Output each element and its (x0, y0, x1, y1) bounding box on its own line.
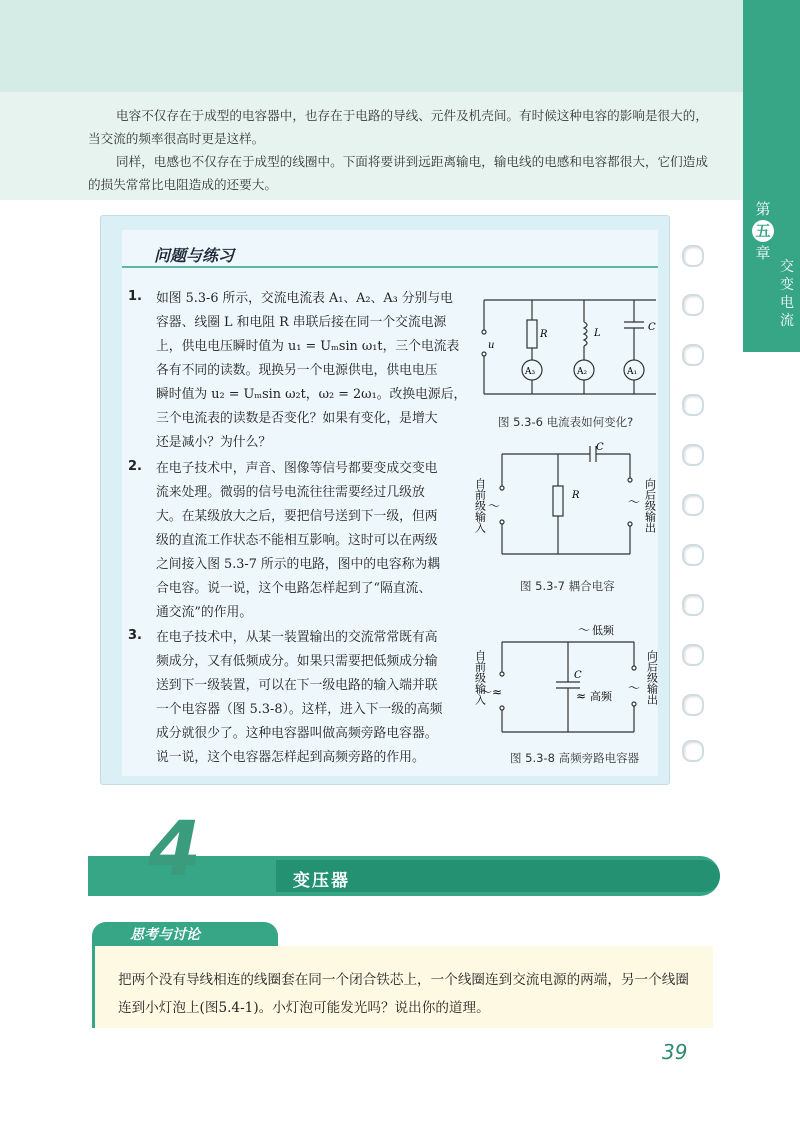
label-r: R (572, 490, 580, 501)
intro-paragraph-2 (88, 150, 728, 196)
ammeter-a1: A₁ (627, 367, 638, 377)
binder-ring (682, 594, 704, 616)
low-wave: ～ (578, 623, 591, 637)
question-3-number: 3. (128, 628, 142, 643)
binder-ring (682, 644, 704, 666)
lesson-title: 变压器 (293, 871, 350, 891)
binder-ring (682, 494, 704, 516)
chapter-title-char: 变 (780, 277, 794, 293)
question-line: 合电容。说一说，这个电路怎样起到了“隔直流、 (156, 581, 432, 596)
discussion-label: 思考与讨论 (130, 927, 200, 943)
figure-5-3-6-caption: 图 5.3-6 电流表如何变化? (498, 415, 634, 429)
chapter-di: 第 (755, 200, 771, 218)
question-line: 送到下一级装置，可以在下一级电路的输入端并联 (156, 678, 438, 693)
question-2-number: 2. (128, 459, 142, 474)
high-label: 高频 (590, 690, 612, 703)
question-line: 瞬时值为 u₂ = Uₘsin ω₂t，ω₂ = 2ω₁。改换电源后， (156, 387, 467, 402)
input-label: 自前级输入 (473, 478, 487, 533)
chapter-title-char: 交 (780, 259, 794, 275)
label-u: u (488, 340, 495, 351)
question-1-text (156, 287, 476, 455)
question-line: 上，供电电压瞬时值为 u₁ = Uₘsin ω₁t，三个电流表 (156, 339, 460, 354)
question-line: 在电子技术中，声音、图像等信号都要变成交变电 (156, 461, 438, 476)
question-2-text (156, 457, 476, 625)
chapter-title-char: 电 (780, 295, 794, 311)
label-c: C (596, 442, 604, 453)
para-line: 电容不仅存在于成型的电容器中，也存在于电路的导线、元件及机壳间。有时候这种电容的影响是很大的， (116, 108, 708, 123)
question-line: 成分就很少了。这种电容器叫做高频旁路电容器。 (156, 726, 438, 741)
figure-5-3-7-caption: 图 5.3-7 耦合电容 (520, 579, 615, 593)
ammeter-a3: A₃ (525, 367, 536, 377)
wave-in: ～ (488, 499, 501, 513)
binder-ring (682, 245, 704, 267)
question-line: 说一说，这个电容器怎样起到高频旁路的作用。 (156, 750, 425, 765)
mixed-wave: ～≈ (480, 685, 503, 699)
question-3-text (156, 626, 476, 770)
binder-ring (682, 544, 704, 566)
output-label: 向后级输出 (643, 478, 657, 533)
question-line: 频成分，又有低频成分。如果只需要把低频成分输 (156, 654, 438, 669)
question-line: 一个电容器（图 5.3-8）。这样，进入下一级的高频 (156, 702, 443, 717)
para-line: 当交流的频率很高时更是这样。 (88, 131, 265, 146)
binder-ring (682, 394, 704, 416)
binder-ring (682, 344, 704, 366)
question-line: 如图 5.3-6 所示，交流电流表 A₁、A₂、A₃ 分别与电 (156, 291, 453, 306)
question-line: 容器、线圈 L 和电阻 R 串联后接在同一个交流电源 (156, 315, 447, 330)
figure-5-3-7-circuit (473, 440, 662, 570)
para-line: 同样，电感也不仅存在于成型的线圈中。下面将要讲到远距离输电，输电线的电感和电容都很大，它们造成 (116, 154, 708, 169)
question-line: 在电子技术中，从某一装置输出的交流常常既有高 (156, 630, 438, 645)
chapter-number: 五 (752, 220, 774, 242)
label-c: C (574, 670, 582, 681)
question-1-number: 1. (128, 289, 142, 304)
discussion-text: 把两个没有导线相连的线圈套在同一个闭合铁芯上，一个线圈连到交流电源的两端，另一个线圈连到小灯泡上(图5.4-1)。小灯泡可能发光吗？说出你的道理。 (118, 972, 689, 1016)
question-line: 三个电流表的读数是否变化？如果有变化，是增大 (156, 411, 438, 426)
figure-5-3-6-circuit (474, 290, 666, 402)
header-strip (0, 0, 800, 92)
question-line: 还是减小？为什么？ (156, 435, 272, 450)
exercise-title-rule (122, 266, 658, 268)
question-line: 通交流”的作用。 (156, 605, 253, 620)
figure-5-3-8-circuit (473, 620, 664, 740)
input-label: 自前级输入 (473, 650, 487, 705)
binder-ring (682, 740, 704, 762)
output-label: 向后级输出 (645, 650, 659, 705)
question-line: 流来处理。微弱的信号电流往往需要经过几级放 (156, 485, 425, 500)
out-wave: ～ (628, 681, 641, 695)
high-wave: ≈ (576, 689, 587, 703)
question-line: 大。在某级放大之后，要把信号送到下一级，但两 (156, 509, 438, 524)
figure-5-3-8-caption: 图 5.3-8 高频旁路电容器 (510, 751, 640, 765)
ammeter-a2: A₂ (577, 367, 588, 377)
chapter-title (778, 258, 796, 330)
wave-out: ～ (628, 495, 641, 509)
page-number: 39 (662, 1040, 688, 1064)
label-c: C (648, 322, 656, 333)
chapter-zhang: 章 (755, 244, 771, 262)
question-line: 各有不同的读数。现换另一个电源供电，供电电压 (156, 363, 438, 378)
exercise-title: 问题与练习 (154, 246, 235, 265)
lesson-number: 4 (148, 804, 201, 893)
binder-ring (682, 444, 704, 466)
label-r: R (540, 329, 548, 340)
binder-ring (682, 694, 704, 716)
low-label: 低频 (592, 624, 614, 637)
chapter-marker (752, 200, 774, 262)
chapter-title-char: 流 (780, 313, 794, 329)
question-line: 级的直流工作状态不能相互影响。这时可以在两级 (156, 533, 438, 548)
para-line: 的损失常常比电阻造成的还要大。 (88, 177, 277, 192)
binder-ring (682, 294, 704, 316)
question-line: 之间接入图 5.3-7 所示的电路，图中的电容称为耦 (156, 557, 441, 572)
intro-paragraph-1 (88, 104, 728, 150)
label-l: L (594, 328, 601, 339)
